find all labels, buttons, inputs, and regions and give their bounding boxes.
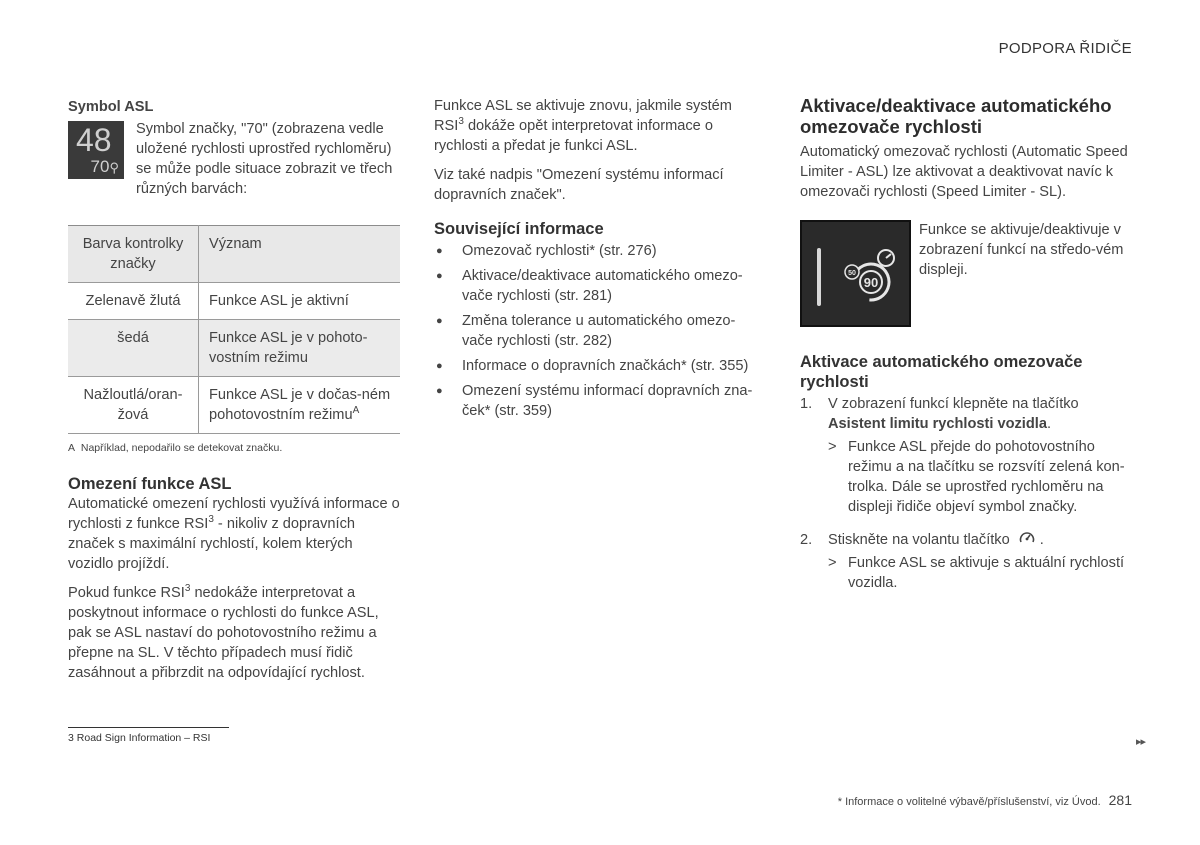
related-link[interactable]: ● Aktivace/deaktivace automatického omezo-vače rychlosti (str. 281): [436, 268, 743, 304]
limits-paragraph-2: Pokud funkce RSI$^3$ nedokáže interpretovat a poskytnout informace o rychlosti do funkce ASL, pak se ASL nastaví do pohotovostního režimu a přepne na SL. V těchto případech musí řidič zasáhnout a přibrzdit na odpovídající rychlost.: [68, 583, 379, 681]
step-2: 2. Stiskněte na volantu tlačítko . > Funkce ASL se aktivuje s aktuální rychlostí vozidla.: [800, 530, 1136, 593]
intro-paragraph: Automatický omezovač rychlosti (Automatic Speed Limiter - ASL) lze aktivovat a deaktivovat navíc k omezovači rychlosti (Speed Limiter - SL).: [800, 144, 1128, 200]
footnote-divider: [68, 727, 229, 728]
page-number: 281: [1108, 792, 1132, 808]
figure-block: [800, 220, 1136, 327]
table-cell: Funkce ASL je v dočas-ném pohotovostním režimu$^A$: [199, 377, 401, 434]
see-also-paragraph: Viz také nadpis "Omezení systému informací dopravních značek".: [434, 167, 724, 203]
activation-heading: Aktivace automatického omezovače rychlosti: [800, 353, 1083, 391]
table-row: [68, 320, 400, 377]
symbol-block: [68, 119, 400, 199]
footnote: 3 Road Sign Information – RSI: [68, 732, 211, 744]
step-1-result: > Funkce ASL přejde do pohotovostního režimu a na tlačítku se rozsvítí zelená kon-trolka. Dále se uprostřed rychloměru na displeji řidiče objeví symbol značky.: [828, 439, 1125, 515]
step-2-result: > Funkce ASL se aktivuje s aktuální rychlostí vozidla.: [828, 555, 1125, 591]
section-title: Aktivace/deaktivace automatického omezovače rychlosti: [800, 95, 1112, 137]
column-1: [68, 97, 400, 683]
related-list: [434, 241, 764, 421]
asl-symbol-image: [68, 121, 124, 179]
speed-limiter-icon: [840, 244, 902, 308]
related-link[interactable]: ● Omezovač rychlosti* (str. 276): [436, 243, 657, 259]
related-link[interactable]: ● Informace o dopravních značkách* (str. 355): [436, 358, 749, 374]
step-1: 1. V zobrazení funkcí klepněte na tlačítko Asistent limitu rychlosti vozidla. > Funkce ASL přejde do pohotovostního režimu a na tlačítku se rozsvítí zelená kon-trolka. Dále se uprostřed rychloměru na displeji řidiče objeví symbol značky.: [800, 394, 1136, 517]
symbol-heading: Symbol ASL: [68, 99, 154, 115]
column-3: [800, 95, 1136, 593]
bullet-icon: ●: [436, 385, 443, 397]
svg-text:90: 90: [863, 275, 879, 290]
table-header-meaning: Význam: [199, 226, 401, 283]
related-heading: Související informace: [434, 220, 604, 238]
table-cell: Nažloutlá/oran-žová: [68, 377, 199, 434]
table-header-color: Barva kontrolky značky: [68, 226, 199, 283]
table-cell: Funkce ASL je v pohoto-vostním režimu: [199, 320, 401, 377]
bullet-icon: ●: [436, 315, 443, 327]
symbol-sign-value: 70⚲: [90, 157, 119, 176]
sign-pin-icon: ⚲: [109, 160, 119, 175]
bullet-icon: ●: [436, 360, 443, 372]
function-view-illustration: [800, 220, 911, 327]
activation-steps: [800, 394, 1136, 593]
bullet-icon: ●: [436, 270, 443, 282]
column-2: [434, 96, 764, 426]
table-note: A Například, nepodařilo se detekovat značku.: [68, 442, 283, 454]
bullet-icon: ●: [436, 245, 443, 257]
color-meaning-table: [68, 225, 400, 434]
svg-text:50: 50: [848, 270, 856, 277]
section-header: PODPORA ŘIDIČE: [998, 40, 1132, 57]
symbol-description: Symbol značky, "70" (zobrazena vedle uložené rychlosti uprostřed rychloměru) se může podle situace zobrazit ve třech různých barvách:: [136, 121, 393, 197]
related-link[interactable]: ● Omezení systému informací dopravních zna-ček* (str. 359): [436, 383, 753, 419]
continue-arrow-icon: ▸▸: [1135, 736, 1145, 748]
page-footer: [838, 792, 1132, 808]
figure-caption: Funkce se aktivuje/deaktivuje v zobrazení funkcí na středo-vém displeji.: [919, 222, 1124, 278]
optional-equipment-note: * Informace o volitelné výbavě/příslušenství, viz Úvod.: [837, 796, 1101, 808]
table-row: [68, 283, 400, 320]
table-header-row: [68, 226, 400, 283]
indicator-bar: [817, 248, 821, 306]
assistant-button-label: Asistent limitu rychlosti vozidla: [828, 416, 1047, 432]
table-cell: šedá: [68, 320, 199, 377]
table-cell: Zelenavě žlutá: [68, 283, 199, 320]
related-link[interactable]: ● Změna tolerance u automatického omezo-vače rychlosti (str. 282): [436, 313, 736, 349]
symbol-speed-value: 48: [76, 122, 112, 158]
limits-paragraph-1: Automatické omezení rychlosti využívá informace o rychlosti z funkce RSI$^3$ - nikoliv z dopravních značek s maximální rychlostí, kolem kterých vozidlo projíždí.: [68, 496, 400, 572]
table-note-ref: A: [352, 405, 360, 417]
table-row: [68, 377, 400, 434]
table-cell: Funkce ASL je aktivní: [199, 283, 401, 320]
limits-heading: Omezení funkce ASL: [68, 475, 232, 493]
steering-wheel-speed-button-icon: [1018, 530, 1036, 546]
reactivation-paragraph: Funkce ASL se aktivuje znovu, jakmile systém RSI$^3$ dokáže opět interpretovat informace o rychlosti a předat je funkci ASL.: [434, 98, 732, 154]
